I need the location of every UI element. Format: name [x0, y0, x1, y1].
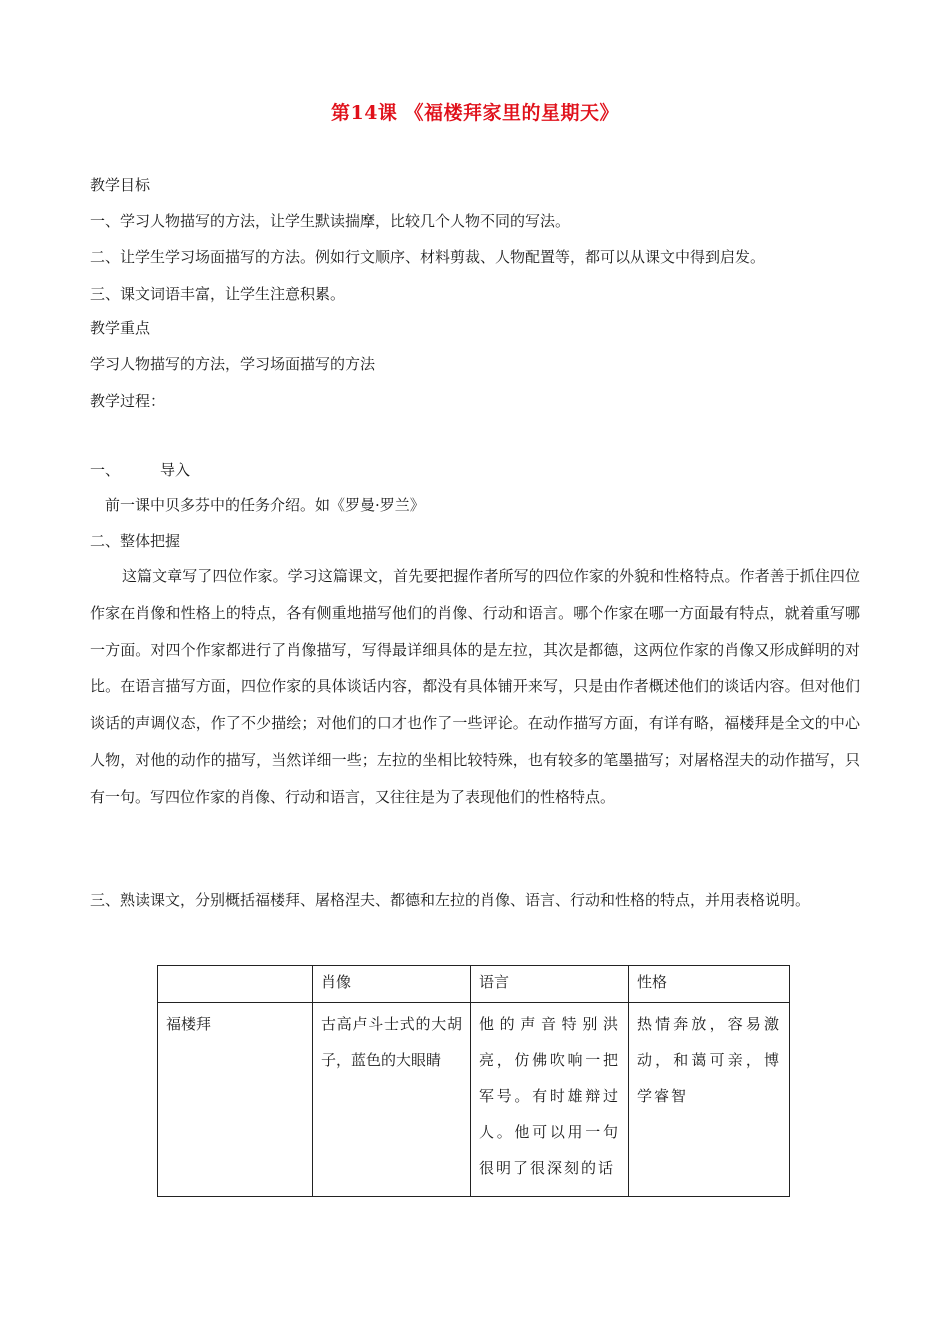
section-1-title: 导入 — [160, 461, 191, 479]
section-1-number: 一、 — [90, 461, 121, 479]
section-1-text: 前一课中贝多芬中的任务介绍。如《罗曼·罗兰》 — [105, 496, 425, 514]
section-1-heading — [90, 460, 190, 480]
section-2-paragraph: 这篇文章写了四位作家。学习这篇课文，首先要把握作者所写的四位作家的外貌和性格特点。作者善于抓住四位作家在肖像和性格上的特点，各有侧重地描写他们的肖像、行动和语言。哪个作家在哪一方面最有特点，就着重写哪一方面。对四个作家都进行了肖像描写，写得最详细具体的是左拉，其次是都德，这两位作家的肖像又形成鲜明的对比。在语言描写方面，四位作家的具体谈话内容，都没有具体铺开来写，只是由作者概述他们的谈话内容。但对他们谈话的声调仪态，作了不少描绘；对他们的口才也作了一些评论。在动作描写方面，有详有略，福楼拜是全文的中心人物，对他的动作的描写，当然详细一些；左拉的坐相比较特殊，也有较多的笔墨描写；对屠格涅夫的动作描写，只有一句。写四位作家的肖像、行动和语言，又往往是为了表现他们的性格特点。 — [90, 567, 860, 806]
focus-heading: 教学重点 — [90, 319, 151, 337]
objective-item: 一、学习人物描写的方法，让学生默读揣摩，比较几个人物不同的写法。 — [90, 212, 571, 230]
process-heading: 教学过程： — [90, 392, 166, 410]
objective-item: 二、让学生学习场面描写的方法。例如行文顺序、材料剪裁、人物配置等，都可以从课文中得到启发。 — [90, 248, 766, 266]
objectives-heading: 教学目标 — [90, 176, 151, 194]
table-header-row — [158, 966, 790, 1003]
page-title: 第14课 《福楼拜家里的星期天》 — [330, 102, 620, 124]
focus-text: 学习人物描写的方法，学习场面描写的方法 — [90, 355, 376, 373]
table-cell-portrait: 古高卢斗士式的大胡子，蓝色的大眼睛 — [313, 1003, 471, 1197]
table-row — [158, 1003, 790, 1197]
table-header-cell: 肖像 — [313, 966, 471, 1003]
table-header-cell: 性格 — [629, 966, 790, 1003]
table-header-cell: 语言 — [471, 966, 629, 1003]
table-cell-language: 他的声音特别洪亮，仿佛吹响一把军号。有时雄辩过人。他可以用一句很明了很深刻的话 — [471, 1003, 629, 1197]
character-table — [157, 965, 790, 1197]
table-cell-name: 福楼拜 — [158, 1003, 313, 1197]
objective-item: 三、课文词语丰富，让学生注意积累。 — [90, 285, 346, 303]
table-header-cell — [158, 966, 313, 1003]
section-2-heading: 二、整体把握 — [90, 532, 181, 550]
table-cell-character: 热情奔放，容易激动，和蔼可亲，博学睿智 — [629, 1003, 790, 1197]
section-3-text: 三、熟读课文，分别概括福楼拜、屠格涅夫、都德和左拉的肖像、语言、行动和性格的特点，并用表格说明。 — [90, 891, 811, 909]
